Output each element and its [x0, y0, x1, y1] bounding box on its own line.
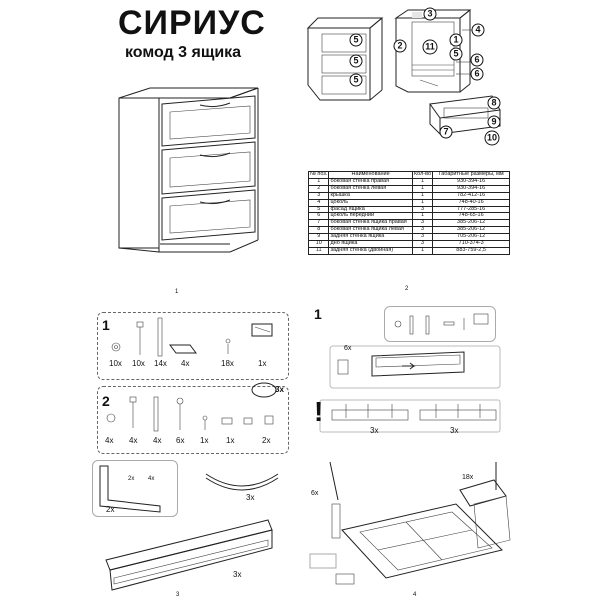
- step-2-qty-5: 1x: [226, 436, 235, 445]
- step-2-qty-0: 4x: [105, 436, 114, 445]
- page-number-1: 1: [175, 289, 179, 295]
- part-name: дно ящика: [329, 241, 412, 248]
- part-pos: 7: [309, 220, 329, 227]
- svg-text:5: 5: [353, 34, 359, 45]
- part-qty: 1: [412, 199, 432, 206]
- dowel-qty: 6x: [311, 490, 319, 497]
- page-number-4: 4: [413, 592, 417, 598]
- svg-text:11: 11: [425, 41, 435, 52]
- part-size: 710-374-3: [433, 241, 510, 248]
- board-strip: [320, 400, 500, 432]
- header-size: Габаритные размеры, мм: [433, 172, 510, 179]
- part-size: 748-40-16: [433, 199, 510, 206]
- part-pos: 2: [309, 185, 329, 192]
- part-qty: 3: [412, 227, 432, 234]
- step-2-qty-2: 4x: [153, 436, 162, 445]
- handle-count: 3x: [246, 493, 255, 502]
- svg-text:5: 5: [353, 55, 359, 66]
- part-pos: 9: [309, 234, 329, 241]
- part-name: цоколь: [329, 199, 412, 206]
- part-pos: 8: [309, 227, 329, 234]
- step-2-qty-4: 1x: [200, 436, 209, 445]
- cam-qty: 18x: [462, 474, 474, 481]
- header-qty: Кол-во: [413, 171, 432, 177]
- step-1-qty-1: 10x: [132, 359, 145, 368]
- bracket-qty-4x: 4x: [148, 476, 155, 482]
- svg-text:5: 5: [353, 74, 359, 85]
- step-1-qty-2: 14x: [154, 359, 167, 368]
- part-pos: 6: [309, 213, 329, 220]
- page-subtitle: комод 3 ящика: [125, 44, 242, 61]
- part-qty: 3: [412, 206, 432, 213]
- step-1-qty-5: 1x: [258, 359, 267, 368]
- step-2-multiplier: 3x: [275, 385, 284, 394]
- step-2-qty-1: 4x: [129, 436, 138, 445]
- step-1-number: 1: [102, 317, 110, 333]
- svg-text:4: 4: [475, 24, 481, 35]
- panel-assembly: [310, 462, 510, 584]
- svg-text:6: 6: [474, 68, 480, 79]
- part-name: боковая стенка левая: [329, 185, 412, 192]
- svg-text:9: 9: [491, 116, 497, 127]
- part-qty: 1: [412, 247, 432, 254]
- svg-text:6: 6: [474, 54, 480, 65]
- svg-text:1: 1: [453, 34, 459, 45]
- step-2-qty-3: 6x: [176, 436, 185, 445]
- pair-count-a: 3x: [370, 426, 379, 435]
- part-size: 385-206-12: [433, 220, 510, 227]
- part-pos: 11: [309, 247, 329, 254]
- pair-count-b: 3x: [450, 426, 459, 435]
- part-size: 782-412-16: [433, 192, 510, 199]
- svg-text:2: 2: [397, 40, 403, 51]
- part-qty: 3: [412, 220, 432, 227]
- part-name: задняя стенка ящика: [329, 234, 412, 241]
- step-2-number: 2: [102, 393, 110, 409]
- svg-text:3: 3: [427, 8, 433, 19]
- svg-text:5: 5: [453, 48, 459, 59]
- warning-exclamation: !: [314, 396, 324, 427]
- step-1-qty-0: 10x: [109, 359, 122, 368]
- part-size: 777-285-16: [433, 206, 510, 213]
- part-name: цоколь передний: [329, 213, 412, 220]
- part-pos: 3: [309, 192, 329, 199]
- part-pos: 1: [309, 178, 329, 185]
- part-pos: 10: [309, 241, 329, 248]
- svg-text:8: 8: [491, 97, 497, 108]
- part-size: 930-394-16: [433, 185, 510, 192]
- page-number-2: 2: [405, 286, 409, 292]
- part-pos: 4: [309, 199, 329, 206]
- rail-qty: 6x: [344, 345, 352, 352]
- part-name: задняя стенка (двойная): [329, 247, 412, 254]
- part-pos: 5: [309, 206, 329, 213]
- bracket-qty-2x: 2x: [128, 476, 135, 482]
- part-qty: 1: [412, 213, 432, 220]
- part-size: 385-206-12: [433, 227, 510, 234]
- part-size: 930-394-16: [433, 178, 510, 185]
- part-qty: 3: [412, 234, 432, 241]
- part-name: боковая стенка ящика левая: [329, 227, 412, 234]
- part-name: боковая стенка правая: [329, 178, 412, 185]
- part-qty: 1: [412, 192, 432, 199]
- step-1-qty-3: 4x: [181, 359, 190, 368]
- step-1-qty-4: 18x: [221, 359, 234, 368]
- part-name: боковая стенка ящика правая: [329, 220, 412, 227]
- runner-count: 3x: [233, 570, 242, 579]
- part-qty: 1: [412, 185, 432, 192]
- part-size: 705-206-12: [433, 234, 510, 241]
- page-title: СИРИУС: [118, 4, 266, 42]
- part-size: 883-759-2,5: [433, 247, 510, 254]
- step-2-qty-6: 2x: [262, 436, 271, 445]
- part-name: крышка: [329, 192, 412, 199]
- svg-text:10: 10: [486, 132, 498, 143]
- svg-text:7: 7: [443, 126, 449, 137]
- page-number-3: 3: [176, 592, 180, 598]
- part-size: 748-65-16: [433, 213, 510, 220]
- header-pos: № поз.: [310, 171, 328, 177]
- sliding-rail-box: [330, 346, 500, 388]
- part-name: фасад ящика: [329, 206, 412, 213]
- step-1-right-number: 1: [314, 306, 322, 322]
- part-qty: 3: [412, 241, 432, 248]
- parts-row: [395, 314, 488, 334]
- part-qty: 1: [412, 178, 432, 185]
- header-name: Наименование: [329, 172, 412, 179]
- bracket-total: 2x: [106, 505, 115, 514]
